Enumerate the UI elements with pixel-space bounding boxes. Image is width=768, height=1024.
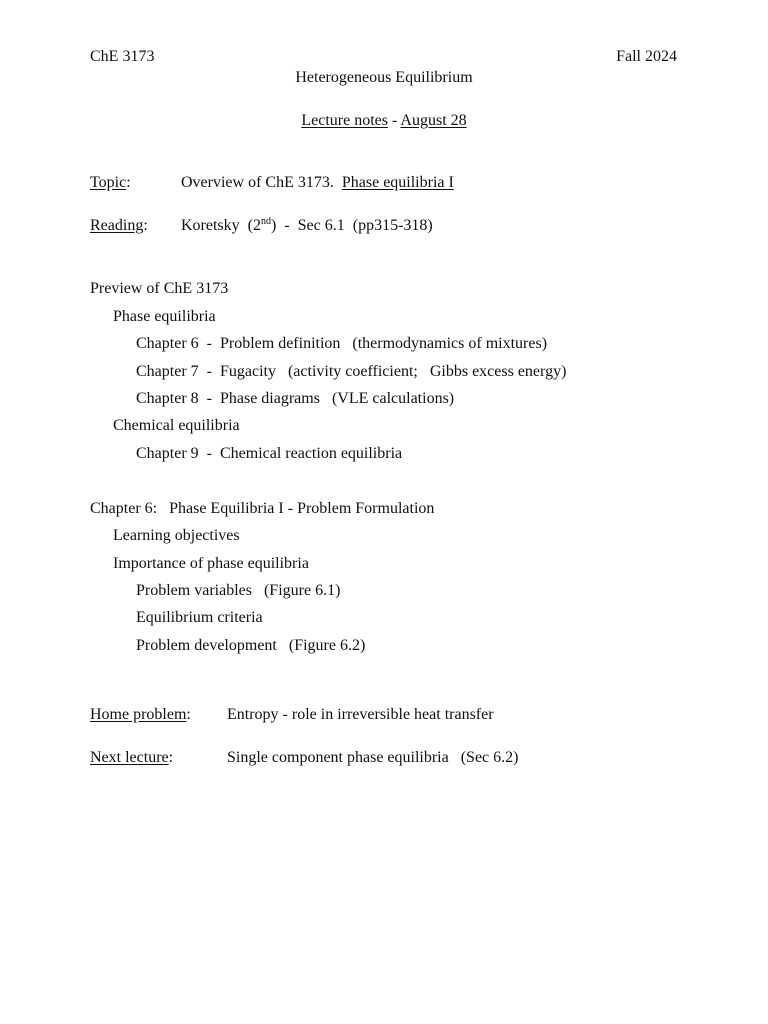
reading-pre: Koretsky (2 (181, 217, 261, 234)
topic-colon: : (126, 174, 131, 191)
next-lecture-text: Single component phase equilibria (Sec 6.2) (227, 749, 519, 766)
list-item: Problem development (Figure 6.2) (136, 637, 366, 654)
list-item: Importance of phase equilibria (113, 555, 309, 572)
topic-label-wrap (90, 175, 131, 191)
list-item: Equilibrium criteria (136, 609, 263, 626)
phase-equilibria-heading: Phase equilibria (113, 308, 216, 325)
preview-heading: Preview of ChE 3173 (90, 280, 229, 297)
topic-value (181, 175, 454, 191)
reading-post: ) - Sec 6.1 (pp315-318) (270, 217, 433, 234)
chapter6-heading: Chapter 6: Phase Equilibria I - Problem Formulation (90, 500, 435, 517)
page-title: Heterogeneous Equilibrium (295, 69, 473, 86)
home-problem-label-wrap (90, 707, 191, 723)
topic-link: Phase equilibria I (341, 174, 454, 191)
topic-text: Overview of ChE 3173. (181, 174, 334, 191)
list-item: Chapter 7 - Fugacity (activity coefficient; Gibbs excess energy) (136, 363, 567, 380)
home-problem-text: Entropy - role in irreversible heat transfer (227, 706, 494, 723)
reading-label-wrap (90, 218, 148, 234)
lecture-notes-label: Lecture notes (301, 112, 388, 129)
reading-label: Reading (90, 217, 144, 234)
list-item: Chapter 8 - Phase diagrams (VLE calculations) (136, 390, 455, 407)
next-lecture-colon: : (168, 749, 174, 766)
list-item: Learning objectives (113, 527, 240, 544)
course-code: ChE 3173 (90, 48, 155, 65)
next-lecture-label-wrap (90, 750, 173, 766)
subtitle-separator: - (387, 112, 401, 129)
lecture-date: August 28 (400, 112, 467, 129)
topic-label: Topic (90, 174, 127, 191)
reading-colon: : (143, 217, 148, 234)
list-item: Problem variables (Figure 6.1) (136, 582, 341, 599)
list-item: Chapter 9 - Chemical reaction equilibria (136, 445, 403, 462)
chemical-equilibria-heading: Chemical equilibria (113, 417, 240, 434)
next-lecture-label: Next lecture (90, 749, 169, 766)
reading-sup: nd (260, 216, 271, 227)
term: Fall 2024 (616, 48, 677, 65)
home-problem-colon: : (186, 706, 191, 723)
reading-value (181, 218, 433, 234)
home-problem-label: Home problem (90, 706, 187, 723)
list-item: Chapter 6 - Problem definition (thermodynamics of mixtures) (136, 335, 548, 352)
lecture-subtitle (0, 113, 768, 129)
